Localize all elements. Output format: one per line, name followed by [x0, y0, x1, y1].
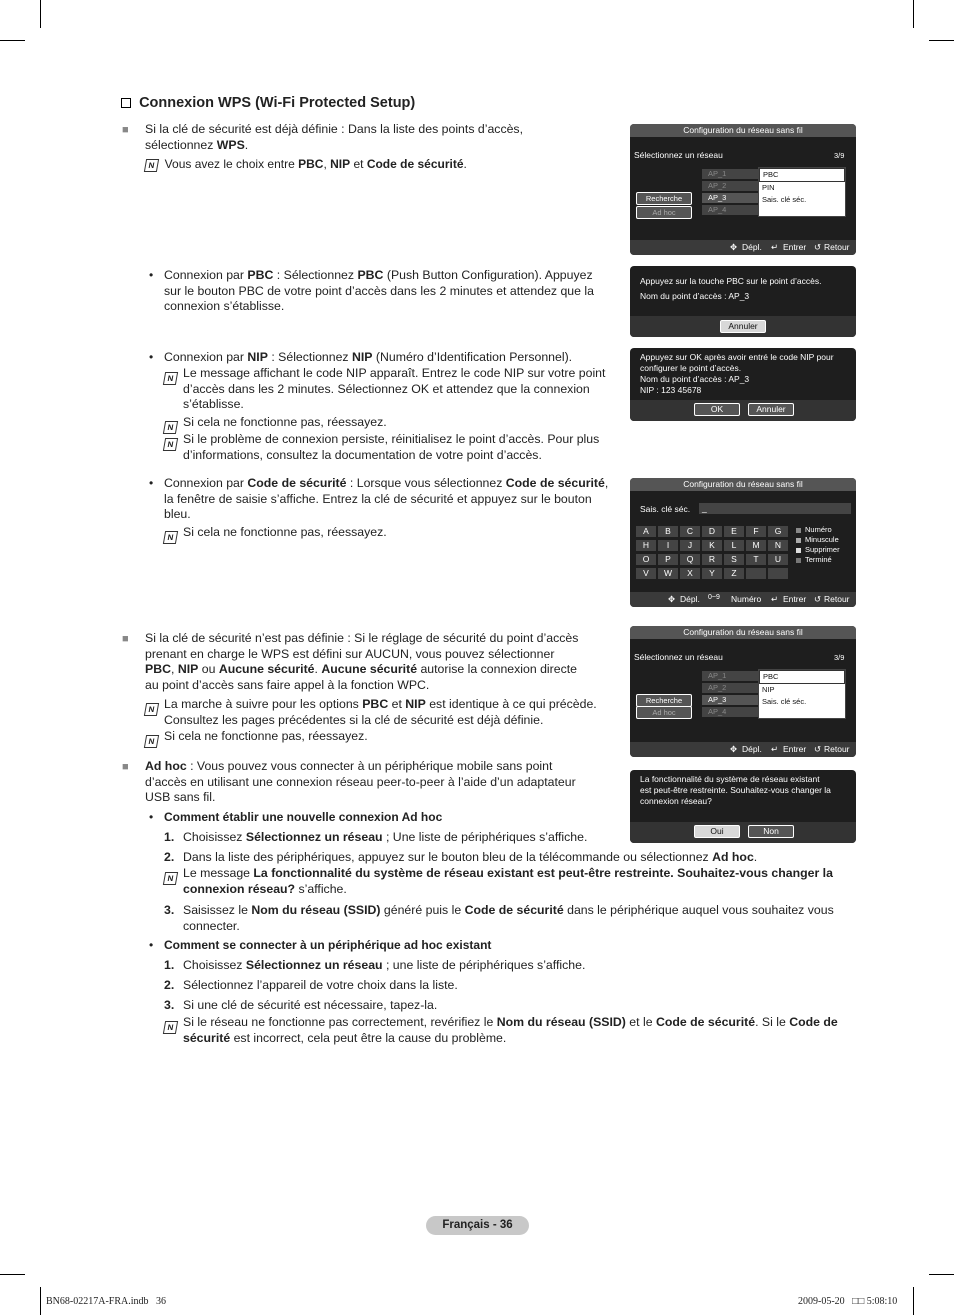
text-line: prenant en charge le WPS est défini sur AUCUN, vous pouvez sélectionner [145, 646, 555, 661]
option-nip[interactable]: NIP [762, 685, 775, 694]
step-3: Si une clé de sécurité est nécessaire, tapez-la. [183, 998, 438, 1012]
tv-screen-network-select [630, 124, 856, 255]
ap-item[interactable]: AP_4 [702, 205, 758, 215]
paragraph-wps-defined [145, 122, 615, 153]
keyboard-key[interactable]: K [702, 540, 722, 551]
page-indicator: 3/9 [834, 151, 845, 160]
text-line [183, 866, 843, 882]
keyboard-key[interactable]: P [658, 554, 678, 565]
text: autorise la connexion directe [417, 662, 578, 676]
text-line: au point d’accès sans faire appel à la fonction WPC. [145, 677, 430, 692]
text-line [183, 1031, 853, 1047]
keyboard-key[interactable]: Q [680, 554, 700, 565]
legend-label: Terminé [805, 555, 832, 564]
crop-mark [40, 0, 41, 28]
bold-text: NIP [405, 697, 426, 711]
step-1 [183, 958, 585, 974]
note-icon: N [164, 868, 177, 886]
bold-text: sécurité [183, 1030, 231, 1045]
ap-item[interactable]: AP_4 [702, 707, 758, 717]
text: Dans la liste des périphériques, appuyez sur le bouton bleu de la télécommande ou sélectionnez [183, 850, 713, 864]
keyboard-key[interactable]: B [658, 526, 678, 537]
tv-screen-security-key [630, 478, 856, 607]
yes-button[interactable]: Oui [694, 825, 740, 838]
bullet-dot: • [149, 476, 154, 490]
dialog-line: La fonctionnalité du système de réseau existant [640, 774, 820, 784]
step-number [164, 958, 174, 974]
text: est incorrect, cela peut être la cause du problème. [230, 1030, 507, 1045]
enter-icon: ↵ [771, 242, 779, 252]
bold-text: 2. [164, 850, 175, 864]
text-line [164, 697, 614, 713]
bold-text: Sélectionnez un réseau [245, 830, 383, 844]
text: s’affiche. [295, 881, 347, 896]
text-line: d’informations, consultez la documentation de votre point d’accès. [183, 447, 542, 462]
text-line [183, 882, 843, 898]
step-2 [183, 850, 757, 866]
keyboard-key[interactable]: Y [702, 568, 722, 579]
bold-text: NIP [330, 157, 351, 171]
keyboard-key[interactable]: V [636, 568, 656, 579]
paragraph-pbc [164, 268, 604, 315]
cancel-button[interactable]: Annuler [720, 320, 766, 333]
text: sélectionnez [145, 137, 217, 152]
text: et le [625, 1015, 656, 1029]
bold-text: NIP [247, 350, 268, 364]
bold-text: Aucune sécurité [218, 662, 315, 676]
section-heading [121, 95, 415, 111]
section-title: Connexion WPS (Wi-Fi Protected Setup) [139, 95, 416, 111]
legend [796, 525, 840, 565]
screen-footer [630, 592, 856, 607]
bold-text: PBC [298, 157, 324, 171]
option-security-key[interactable]: Sais. clé séc. [762, 697, 807, 706]
text-line: la fenêtre de saisie s’affiche. Entrez la clé de sécurité et appuyez sur le bouton [164, 491, 592, 506]
dialog-text [640, 352, 834, 396]
text: est identique à ce qui précède. [425, 697, 597, 711]
note-icon: N [164, 434, 177, 452]
bold-text: Aucune sécurité [321, 662, 418, 676]
legend-item [796, 555, 840, 565]
cancel-button[interactable]: Annuler [748, 403, 794, 416]
text: La marche à suivre pour les options [164, 697, 363, 711]
bold-text: 3. [164, 998, 175, 1012]
bold-text: Comment établir une nouvelle connexion Ad hoc [164, 810, 443, 824]
keyboard-key[interactable] [768, 568, 788, 579]
text: dans le périphérique auquel vous souhaitez vous [563, 903, 834, 917]
footer-return: Retour [824, 594, 850, 604]
legend-label: Minuscule [805, 535, 839, 544]
bold-text: WPS [216, 137, 245, 152]
text: . Si le [755, 1015, 790, 1029]
footer-timestamp: 2009-05-20 □□ 5:08:10 [798, 1296, 898, 1307]
footer-file-info: BN68-02217A-FRA.indb 36 [46, 1296, 167, 1307]
text: ; une liste de périphériques s’affiche. [382, 958, 586, 972]
legend-label: Numéro [805, 525, 832, 534]
text-line [145, 759, 615, 775]
bold-text: NIP [177, 662, 199, 676]
green-button-icon [796, 538, 801, 543]
wps-options-popup [758, 167, 846, 217]
text-line [145, 662, 615, 678]
text: généré puis le [380, 903, 465, 917]
bold-text: Code de sécurité [366, 157, 464, 171]
keyboard-key[interactable]: T [746, 554, 766, 565]
keyboard-key[interactable]: C [680, 526, 700, 537]
bold-text: Code de sécurité [655, 1015, 756, 1029]
text: , [604, 476, 609, 490]
crop-mark [929, 1274, 954, 1275]
page-indicator: 3/9 [834, 653, 845, 662]
text: : Vous pouvez vous connecter à un périphérique mobile sans point [186, 759, 553, 773]
bold-text: Code de [789, 1015, 838, 1029]
text: : Lorsque vous sélectionnez [346, 476, 506, 490]
footer-move: Dépl. [742, 744, 762, 754]
text-line [183, 1015, 853, 1031]
no-button[interactable]: Non [748, 825, 794, 838]
screen-label: Sélectionnez un réseau [634, 150, 723, 160]
ap-item-selected[interactable]: AP_3 [702, 193, 758, 203]
screen-footer [630, 742, 856, 757]
step-number [164, 850, 174, 866]
keyboard-key[interactable]: N [768, 540, 788, 551]
paragraph-code [164, 476, 614, 523]
note-icon: N [164, 527, 177, 545]
keyboard-key[interactable]: S [724, 554, 744, 565]
search-button[interactable]: Recherche [636, 694, 692, 707]
ap-item[interactable]: AP_2 [702, 181, 758, 191]
bold-text: NIP [352, 350, 373, 364]
keyboard-key[interactable]: I [658, 540, 678, 551]
bold-text: Code de sécurité [464, 903, 564, 917]
bullet-dot: • [149, 350, 154, 364]
adhoc-button[interactable]: Ad hoc [636, 206, 692, 219]
step-1 [183, 830, 587, 846]
screen-label: Sélectionnez un réseau [634, 652, 723, 662]
subheading-existing-adhoc [164, 938, 491, 954]
text-line [164, 476, 614, 492]
ap-item[interactable]: AP_2 [702, 683, 758, 693]
dialog-line: est peut-être restreinte. Souhaitez-vous changer la [640, 785, 831, 795]
step-number [164, 903, 174, 919]
option-pbc[interactable]: PBC [759, 168, 845, 182]
adhoc-button[interactable]: Ad hoc [636, 706, 692, 719]
step-number [164, 830, 174, 846]
step-2: Sélectionnez l’appareil de votre choix dans la liste. [183, 978, 458, 992]
footer-enter: Entrer [783, 242, 807, 252]
bold-text: 1. [164, 830, 175, 844]
dialog-line: NIP : 123 45678 [640, 385, 702, 395]
note-choice [145, 157, 467, 173]
option-pin[interactable]: PIN [762, 183, 775, 192]
bold-text: 3. [164, 903, 175, 917]
text-line: Si la clé de sécurité est déjà définie : Dans la liste des points d’accès, [145, 122, 523, 136]
text: . [463, 157, 467, 171]
dialog-line: Appuyez sur OK après avoir entré le code NIP pour [640, 352, 834, 362]
dialog-line: Nom du point d’accès : AP_3 [640, 374, 750, 384]
note-network [183, 1015, 853, 1046]
bold-text: Nom du réseau (SSID) [496, 1015, 626, 1029]
text: ou [198, 662, 219, 676]
bold-text: 2. [164, 978, 175, 992]
keyboard-key[interactable]: R [702, 554, 722, 565]
keyboard-key[interactable]: Z [724, 568, 744, 579]
tv-screen-network-select [630, 626, 856, 757]
checkbox-square-icon [121, 98, 131, 108]
bold-text: PBC [357, 268, 384, 282]
ap-item-selected[interactable]: AP_3 [702, 695, 758, 705]
square-bullet-icon: ■ [122, 124, 129, 136]
text: . [753, 850, 758, 864]
screen-footer [630, 240, 856, 255]
text: Saisissez le [183, 903, 252, 917]
text-line: d’accès en utilisant une connexion réseau peer-to-peer à l’aide d’un adaptateur [145, 774, 576, 789]
text: Choisissez [183, 958, 246, 972]
note-icon: N [145, 731, 158, 749]
return-icon: ↺ [814, 744, 822, 754]
keyboard-key[interactable]: O [636, 554, 656, 565]
legend-item [796, 535, 840, 545]
screen-header: Configuration du réseau sans fil [630, 124, 856, 137]
yellow-button-icon [796, 548, 801, 553]
footer-enter: Entrer [783, 594, 807, 604]
legend-item [796, 525, 840, 535]
bold-text: PBC [247, 268, 274, 282]
step-3 [183, 903, 843, 934]
note-icon: N [145, 699, 158, 717]
bold-text: Nom du réseau (SSID) [251, 903, 381, 917]
text: ; Une liste de périphériques s’affiche. [382, 830, 588, 844]
keyboard-key[interactable] [746, 568, 766, 579]
input-cursor: _ [702, 503, 707, 513]
dialog-text [640, 774, 831, 807]
text-line: connexion s’établisse. [164, 299, 285, 313]
step-number [164, 998, 174, 1014]
crop-mark [0, 1274, 25, 1275]
bullet-dot: • [149, 938, 154, 952]
bullet-dot: • [149, 268, 154, 282]
text: : Sélectionnez [267, 350, 352, 364]
red-button-icon [796, 528, 801, 533]
enter-icon: ↵ [771, 594, 779, 604]
text-line: Le message affichant le code NIP apparaît. Entrez le code NIP sur votre point [183, 366, 606, 380]
dialog-line: connexion réseau? [640, 796, 712, 806]
text: (Push Button Configuration). Appuyez [383, 268, 593, 282]
text-line: USB sans fil. [145, 790, 216, 804]
note-icon: N [164, 417, 177, 435]
bold-text: connexion réseau? [183, 881, 296, 896]
text: , [170, 662, 178, 676]
keyboard-key[interactable]: G [768, 526, 788, 537]
text: : Sélectionnez [273, 268, 358, 282]
text: (Numéro d’Identification Personnel). [372, 350, 573, 364]
legend-item [796, 545, 840, 555]
square-bullet-icon: ■ [122, 761, 129, 773]
ap-item[interactable]: AP_1 [702, 671, 758, 681]
footer-enter: Entrer [783, 744, 807, 754]
note-message [183, 866, 843, 897]
bold-text: PBC [145, 662, 171, 676]
option-pbc[interactable]: PBC [759, 670, 845, 684]
footer-move: Dépl. [680, 594, 700, 604]
keyboard-key[interactable]: M [746, 540, 766, 551]
note-nip-message [183, 366, 613, 413]
keyboard-key[interactable]: D [702, 526, 722, 537]
text: Le message [183, 866, 254, 880]
dialog-footer-bar [630, 822, 856, 843]
text: Vous avez le choix entre [164, 157, 299, 171]
key-input-field[interactable] [699, 503, 851, 514]
keyboard-key[interactable]: H [636, 540, 656, 551]
note-reset [183, 432, 613, 463]
keyboard-key[interactable]: L [724, 540, 744, 551]
crop-mark [0, 40, 25, 41]
text-line: connecter. [183, 918, 240, 933]
text: Connexion par [164, 268, 248, 282]
legend-label: Supprimer [805, 545, 840, 554]
paragraph-no-key [145, 631, 615, 693]
dialog-footer-bar [630, 400, 856, 421]
note-icon: N [164, 368, 177, 386]
text-line: Si le problème de connexion persiste, réinitialisez le point d’accès. Pour plus [183, 432, 600, 446]
keyboard-key[interactable]: E [724, 526, 744, 537]
move-icon: ✥ [668, 594, 676, 604]
bold-text: Ad hoc [145, 759, 187, 773]
note-icon: N [144, 159, 159, 172]
note-retry: Si cela ne fonctionne pas, réessayez. [183, 525, 387, 539]
move-icon: ✥ [730, 744, 738, 754]
wps-options-popup [758, 669, 846, 719]
footer-return: Retour [824, 242, 850, 252]
keyboard-key[interactable]: A [636, 526, 656, 537]
bold-text: Sélectionnez un réseau [245, 958, 383, 972]
number-keys-icon: 0~9 [708, 594, 720, 601]
bold-text: PBC [362, 697, 389, 711]
bold-text: Ad hoc [712, 850, 754, 864]
text: Si le réseau ne fonctionne pas correctement, revérifiez le [183, 1015, 497, 1029]
text-line: s’établisse. [183, 397, 244, 411]
text: Connexion par [164, 476, 248, 490]
dialog-text: Nom du point d’accès : AP_3 [640, 291, 750, 301]
paragraph-adhoc [145, 759, 615, 806]
tv-dialog-pbc [630, 266, 856, 337]
text-line: sur le bouton PBC de votre point d’accès dans les 2 minutes et attendez que la [164, 283, 594, 298]
note-icon: N [164, 1017, 177, 1035]
keyboard-key[interactable]: F [746, 526, 766, 537]
dialog-line: configurer le point d’accès. [640, 363, 742, 373]
bold-text: Code de sécurité [247, 476, 347, 490]
text-line: Consultez les pages précédentes si la clé de sécurité est déjà définie. [164, 712, 544, 727]
crop-mark [929, 40, 954, 41]
subheading-new-adhoc [164, 810, 442, 826]
text-line [164, 350, 604, 366]
crop-mark [40, 1287, 41, 1315]
bold-text: Code de sécurité [505, 476, 605, 490]
return-icon: ↺ [814, 242, 822, 252]
return-icon: ↺ [814, 594, 822, 604]
text-line: d’accès dans les 2 minutes. Sélectionnez OK et attendez que la connexion [183, 381, 590, 396]
note-retry: Si cela ne fonctionne pas, réessayez. [183, 415, 387, 429]
square-bullet-icon: ■ [122, 633, 129, 645]
crop-mark [913, 1287, 914, 1315]
keyboard-key[interactable]: X [680, 568, 700, 579]
keyboard-key[interactable]: W [658, 568, 678, 579]
text: Connexion par [164, 350, 248, 364]
text-line: Si la clé de sécurité n’est pas définie : Si le réglage de sécurité du point d’accès [145, 631, 579, 645]
crop-mark [913, 0, 914, 28]
bullet-dot: • [149, 810, 154, 824]
keyboard-key[interactable]: J [680, 540, 700, 551]
option-security-key[interactable]: Sais. clé séc. [762, 195, 807, 204]
bold-text: 1. [164, 958, 175, 972]
ok-button[interactable]: OK [694, 403, 740, 416]
bold-text: Comment se connecter à un périphérique ad hoc existant [164, 938, 492, 952]
text-line [145, 138, 615, 154]
bold-text: La fonctionnalité du système de réseau existant est peut-être restreinte. Souhaitez-vous changer la [253, 866, 833, 880]
text: . [314, 662, 322, 676]
text-line [183, 903, 843, 919]
text-line: bleu. [164, 507, 191, 521]
screen-header: Configuration du réseau sans fil [630, 478, 856, 491]
enter-icon: ↵ [771, 744, 779, 754]
screen-label: Sais. clé séc. [640, 504, 691, 514]
text: et [350, 157, 367, 171]
footer-move: Dépl. [742, 242, 762, 252]
page-number: Français - 36 [426, 1216, 529, 1235]
move-icon: ✥ [730, 242, 738, 252]
footer-return: Retour [824, 744, 850, 754]
text: , [323, 157, 331, 171]
search-button[interactable]: Recherche [636, 192, 692, 205]
keyboard-key[interactable]: U [768, 554, 788, 565]
paragraph-nip [164, 350, 604, 366]
text-line [164, 268, 604, 284]
text: . [244, 137, 249, 152]
screen-header: Configuration du réseau sans fil [630, 626, 856, 639]
footer-number: Numéro [731, 594, 762, 604]
tv-dialog-nip [630, 348, 856, 421]
note-retry: Si cela ne fonctionne pas, réessayez. [164, 729, 368, 743]
step-number [164, 978, 174, 994]
ap-item[interactable]: AP_1 [702, 169, 758, 179]
tv-dialog-adhoc [630, 770, 856, 843]
note-same-procedure [164, 697, 614, 728]
dialog-text: Appuyez sur la touche PBC sur le point d’accès. [640, 276, 822, 286]
blue-button-icon [796, 558, 801, 563]
text: et [388, 697, 406, 711]
text: Choisissez [183, 830, 246, 844]
